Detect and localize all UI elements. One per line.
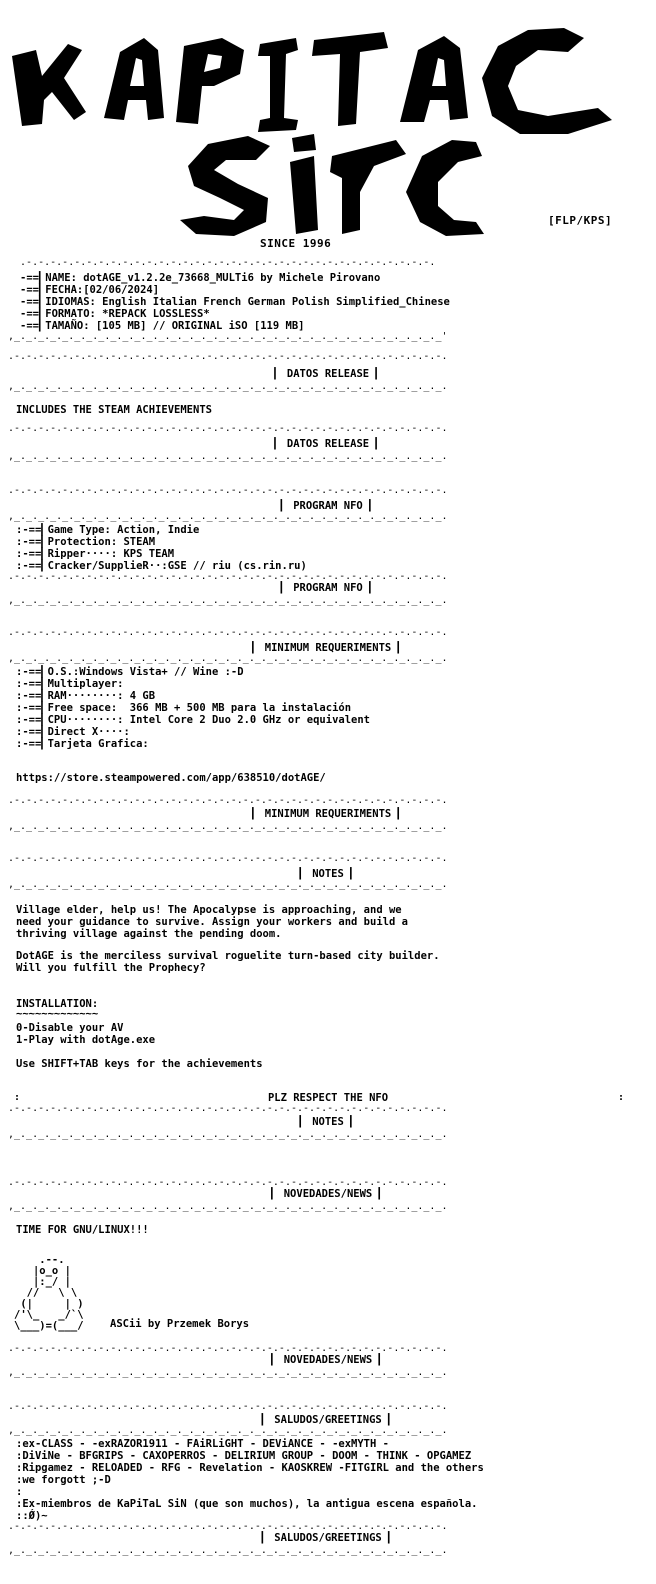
min-border2-top: .-.-.-.-.-.-.-.-.-.-.-.-.-.-.-.-.-.-.-.-.-.-.-.-.-.-.-.-.-.-.-.-.-.-.-.-. (8, 795, 448, 806)
datos-text: INCLUDES THE STEAM ACHIEVEMENTS (16, 404, 212, 416)
greet-border-mid: ,_._._._._._._._._._._._._._._._._._._._._._._._._._._._._._._._._._._._. (8, 1425, 448, 1436)
min-border-top: .-.-.-.-.-.-.-.-.-.-.-.-.-.-.-.-.-.-.-.-.-.-.-.-.-.-.-.-.-.-.-.-.-.-.-.-. (8, 627, 448, 638)
notes-footer: ▎ NOTES ▎ (299, 1116, 357, 1128)
news-border2-top: .-.-.-.-.-.-.-.-.-.-.-.-.-.-.-.-.-.-.-.-.-.-.-.-.-.-.-.-.-.-.-.-.-.-.-.-. (8, 1343, 448, 1354)
logo-letter-t (312, 32, 388, 126)
greet-header: ▎ SALUDOS/GREETINGS ▎ (261, 1414, 395, 1426)
program-border2-top: .-.-.-.-.-.-.-.-.-.-.-.-.-.-.-.-.-.-.-.-.-.-.-.-.-.-.-.-.-.-.-.-.-.-.-.-. (8, 571, 448, 582)
info-idiomas: -==▎IDIOMAS: English Italian French German Polish Simplified_Chinese (20, 296, 450, 308)
notes-header: ▎ NOTES ▎ (299, 868, 357, 880)
store-link[interactable]: https://store.steampowered.com/app/638510/dotAGE/ (16, 772, 326, 784)
min-line-6: :-==▎Direct X····: (16, 726, 130, 738)
info-fecha: -==▎FECHA:[02/06/2024] (20, 284, 160, 296)
greet-line-6: :Ex-miembros de KaPiTaL SiN (que son muchos), la antigua escena española. (16, 1498, 478, 1510)
notes-paragraph-2: DotAGE is the merciless survival roguelite turn-based city builder. Will you fulfill the Prophecy? (16, 950, 440, 974)
logo-letter-i (258, 38, 298, 132)
program-border2-bottom: ,_._._._._._._._._._._._._._._._._._._._._._._._._._._._._._._._._._._._. (8, 595, 448, 606)
min-border2-bottom: ,_._._._._._._._._._._._._._._._._._._._._._._._._._._._._._._._._._._._. (8, 821, 448, 832)
shift-tab-note: Use SHIFT+TAB keys for the achievements (16, 1058, 263, 1070)
greet-line-5: : (16, 1486, 23, 1498)
min-line-1: :-==▎O.S.:Windows Vista+ // Wine :-D (16, 666, 244, 678)
install-title: INSTALLATION: (16, 998, 99, 1010)
logo-letter-k (12, 44, 86, 126)
logo-letter-l (482, 28, 612, 134)
program-footer: ▎ PROGRAM NFO ▎ (280, 582, 376, 594)
info-border-bottom: ,_._._._._._._._._._._._._._._._._._._._._._._._._._._._._._._._._._._._' (8, 331, 448, 342)
greet-line-2: :DiViNe - BFGRIPS - CAXOPERROS - DELIRIUM GROUP - DOOM - THINK - OPGAMEZ (16, 1450, 472, 1462)
logo-letter-p (176, 38, 244, 124)
notes-border-top: .-.-.-.-.-.-.-.-.-.-.-.-.-.-.-.-.-.-.-.-.-.-.-.-.-.-.-.-.-.-.-.-.-.-.-.-. (8, 853, 448, 864)
tux-credit: ASCii by Przemek Borys (110, 1318, 250, 1330)
greet-border-top: .-.-.-.-.-.-.-.-.-.-.-.-.-.-.-.-.-.-.-.-.-.-.-.-.-.-.-.-.-.-.-.-.-.-.-.-. (8, 1401, 448, 1412)
program-line-3: :-==▎Ripper····: KPS TEAM (16, 548, 175, 560)
colon-right: : (618, 1092, 625, 1103)
program-border-mid: ,_._._._._._._._._._._._._._._._._._._._._._._._._._._._._._._._._._._._. (8, 511, 448, 522)
notes-border2-bottom: ,_._._._._._._._._._._._._._._._._._._._._._._._._._._._._._._._._._._._. (8, 1129, 448, 1140)
news-border2-bottom: ,_._._._._._._._._._._._._._._._._._._._._._._._._._._._._._._._._._._._. (8, 1367, 448, 1378)
greet-line-3: :Ripgamez - RELOADED - RFG - Revelation - KAOSKREW -FITGIRL and the others (16, 1462, 484, 1474)
info-name: -==▎NAME: dotAGE_v1.2.2e_73668_MULTi6 by Michele Pirovano (20, 272, 381, 284)
min-footer: ▎ MINIMUM REQUERIMENTS ▎ (252, 808, 404, 820)
logo-letter-s (180, 136, 270, 236)
greet-border2-bottom: ,_._._._._._._._._._._._._._._._._._._._._._._._._._._._._._._._._._._._. (8, 1545, 448, 1556)
notes-border2-top: .-.-.-.-.-.-.-.-.-.-.-.-.-.-.-.-.-.-.-.-.-.-.-.-.-.-.-.-.-.-.-.-.-.-.-.-. (8, 1103, 448, 1114)
datos-border2-bottom: ,_._._._._._._._._._._._._._._._._._._._._._._._._._._._._._._._._._._._. (8, 451, 448, 462)
program-line-2: :-==▎Protection: STEAM (16, 536, 156, 548)
datos-footer: ▎ DATOS RELEASE ▎ (274, 438, 382, 450)
min-line-5: :-==▎CPU········: Intel Core 2 Duo 2.0 GHz or equivalent (16, 714, 371, 726)
datos-border-bottom: ,_._._._._._._._._._._._._._._._._._._._._._._._._._._._._._._._._._._._. (8, 381, 448, 392)
datos-header: ▎ DATOS RELEASE ▎ (274, 368, 382, 380)
logo-letter-n (330, 140, 406, 234)
program-border-top: .-.-.-.-.-.-.-.-.-.-.-.-.-.-.-.-.-.-.-.-.-.-.-.-.-.-.-.-.-.-.-.-.-.-.-.-. (8, 485, 448, 496)
info-tamano: -==▎TAMAÑO: [105 MB] // ORIGINAL iSO [119 MB] (20, 320, 305, 332)
min-header: ▎ MINIMUM REQUERIMENTS ▎ (252, 642, 404, 654)
program-line-4: :-==▎Cracker/SupplieR··:GSE // riu (cs.rin.ru) (16, 560, 307, 572)
respect-note: PLZ RESPECT THE NFO (267, 1092, 389, 1104)
greet-line-1: :ex-CLASS - -exRAZOR1911 - FAiRLiGHT - DEViANCE - -exMYTH - (16, 1438, 389, 1450)
min-line-7: :-==▎Tarjeta Grafica: (16, 738, 149, 750)
install-underline: ~~~~~~~~~~~~~ (16, 1008, 99, 1020)
logo-art (8, 16, 648, 238)
min-line-2: :-==▎Multiplayer: (16, 678, 124, 690)
greet-border2-top: .-.-.-.-.-.-.-.-.-.-.-.-.-.-.-.-.-.-.-.-.-.-.-.-.-.-.-.-.-.-.-.-.-.-.-.-. (8, 1521, 448, 1532)
info-formato: -==▎FORMATO: *REPACK LOSSLESS* (20, 308, 210, 320)
notes-paragraph-1: Village elder, help us! The Apocalypse is approaching, and we need your guidance to survive. Assign your workers and build a thriving village against the pending doom. (16, 904, 408, 940)
logo-letter-i2 (290, 134, 318, 234)
notes-border-mid: ,_._._._._._._._._._._._._._._._._._._._._._._._._._._._._._._._._._._._. (8, 879, 448, 890)
program-line-1: :-==▎Game Type: Action, Indie (16, 524, 200, 536)
greet-footer: ▎ SALUDOS/GREETINGS ▎ (261, 1532, 395, 1544)
news-header: ▎ NOVEDADES/NEWS ▎ (271, 1188, 385, 1200)
since-label: SINCE 1996 (260, 237, 332, 250)
info-border-top: .-.-.-.-.-.-.-.-.-.-.-.-.-.-.-.-.-.-.-.-.-.-.-.-.-.-.-.-.-.-.-.-.-.-. (8, 257, 436, 268)
tux-ascii-art: .--. |o_o | |:_/ | // \ \ (| | ) /'\_ _/`\ \___)=(___/ (14, 1253, 84, 1332)
news-text: TIME FOR GNU/LINUX!!! (16, 1224, 149, 1236)
install-steps: 0-Disable your AV 1-Play with dotAge.exe (16, 1022, 156, 1046)
datos-border-top: .-.-.-.-.-.-.-.-.-.-.-.-.-.-.-.-.-.-.-.-.-.-.-.-.-.-.-.-.-.-.-.-.-.-.-.-. (8, 351, 448, 362)
program-header: ▎ PROGRAM NFO ▎ (280, 500, 376, 512)
kapital-sin-logo (8, 16, 648, 238)
datos-border2-top: .-.-.-.-.-.-.-.-.-.-.-.-.-.-.-.-.-.-.-.-.-.-.-.-.-.-.-.-.-.-.-.-.-.-.-.-. (8, 423, 448, 434)
logo-letter-c (406, 140, 484, 236)
logo-letter-a (104, 38, 164, 120)
group-tag: [FLP/KPS] (548, 214, 613, 227)
greet-line-7: ::Ǿ)~ (16, 1510, 48, 1522)
news-border-top: .-.-.-.-.-.-.-.-.-.-.-.-.-.-.-.-.-.-.-.-.-.-.-.-.-.-.-.-.-.-.-.-.-.-.-.-. (8, 1177, 448, 1188)
colon-left: : (14, 1092, 21, 1103)
news-border-mid: ,_._._._._._._._._._._._._._._._._._._._._._._._._._._._._._._._._._._._. (8, 1201, 448, 1212)
min-line-3: :-==▎RAM········: 4 GB (16, 690, 156, 702)
greet-line-4: :we forgott ;-D (16, 1474, 111, 1486)
min-line-4: :-==▎Free space: 366 MB + 500 MB para la instalación (16, 702, 352, 714)
logo-letter-a2 (400, 36, 468, 122)
news-footer: ▎ NOVEDADES/NEWS ▎ (271, 1354, 385, 1366)
min-border-mid: ,_._._._._._._._._._._._._._._._._._._._._._._._._._._._._._._._._._._._. (8, 653, 448, 664)
